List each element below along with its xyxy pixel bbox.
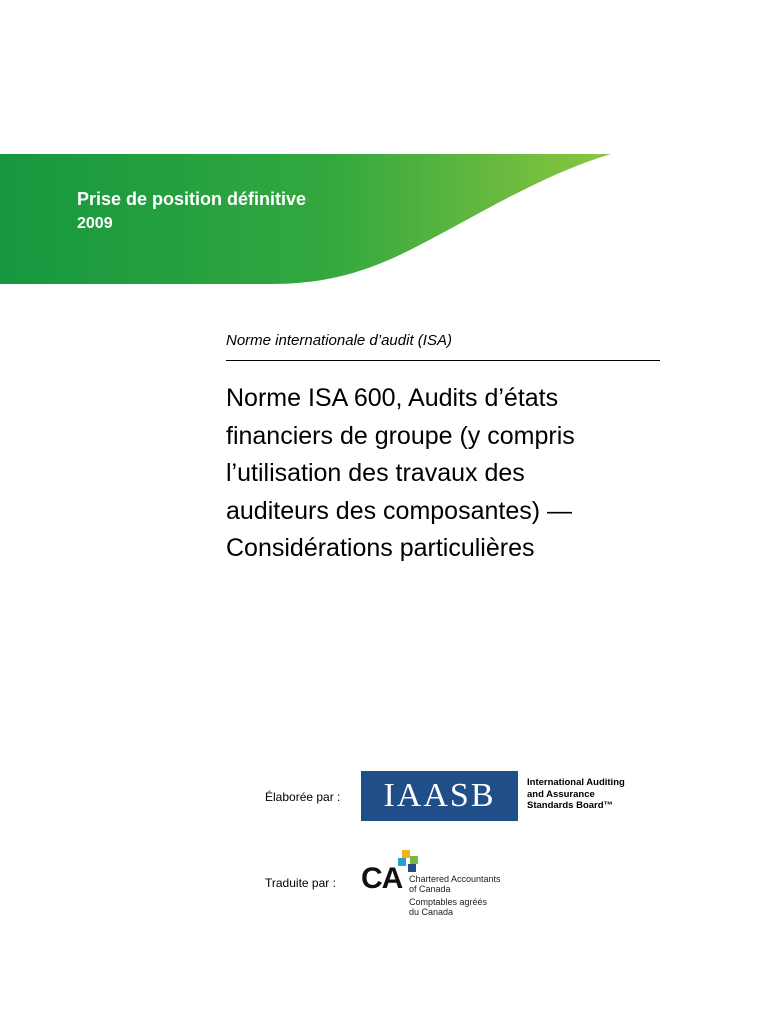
header-banner — [0, 0, 768, 300]
title-line: Considérations particulières — [226, 534, 535, 562]
ca-name-line: Chartered Accountants — [409, 874, 501, 884]
document-title — [226, 380, 666, 568]
title-line: financiers de groupe (y compris — [226, 421, 575, 450]
ca-name-line: Comptables agréés — [409, 897, 488, 907]
banner-title: Prise de position définitive — [77, 189, 307, 209]
title-line: Norme ISA 600, Audits d’états — [226, 384, 559, 412]
ca-name-line: of Canada — [409, 884, 451, 894]
iaasb-name-line: International Auditing — [527, 777, 625, 788]
iaasb-logo: IAASB — [361, 771, 518, 821]
iaasb-name-line: and Assurance — [527, 788, 595, 800]
document-subtitle: Norme internationale d’audit (ISA) — [226, 332, 452, 349]
banner-year: 2009 — [77, 215, 113, 232]
iaasb-name — [527, 777, 625, 812]
ca-name — [409, 874, 501, 917]
iaasb-name-line: Standards Board™ — [527, 800, 614, 811]
banner-swoosh — [0, 0, 768, 300]
ca-logo: CA — [361, 862, 403, 895]
traduite-label: Traduite par : — [265, 876, 336, 890]
ca-name-line: du Canada — [409, 907, 454, 917]
elaboree-label: Élaborée par : — [265, 790, 341, 804]
title-line: auditeurs des composantes) — — [226, 496, 573, 525]
title-line: l’utilisation des travaux des — [226, 459, 525, 487]
title-divider — [226, 360, 660, 361]
